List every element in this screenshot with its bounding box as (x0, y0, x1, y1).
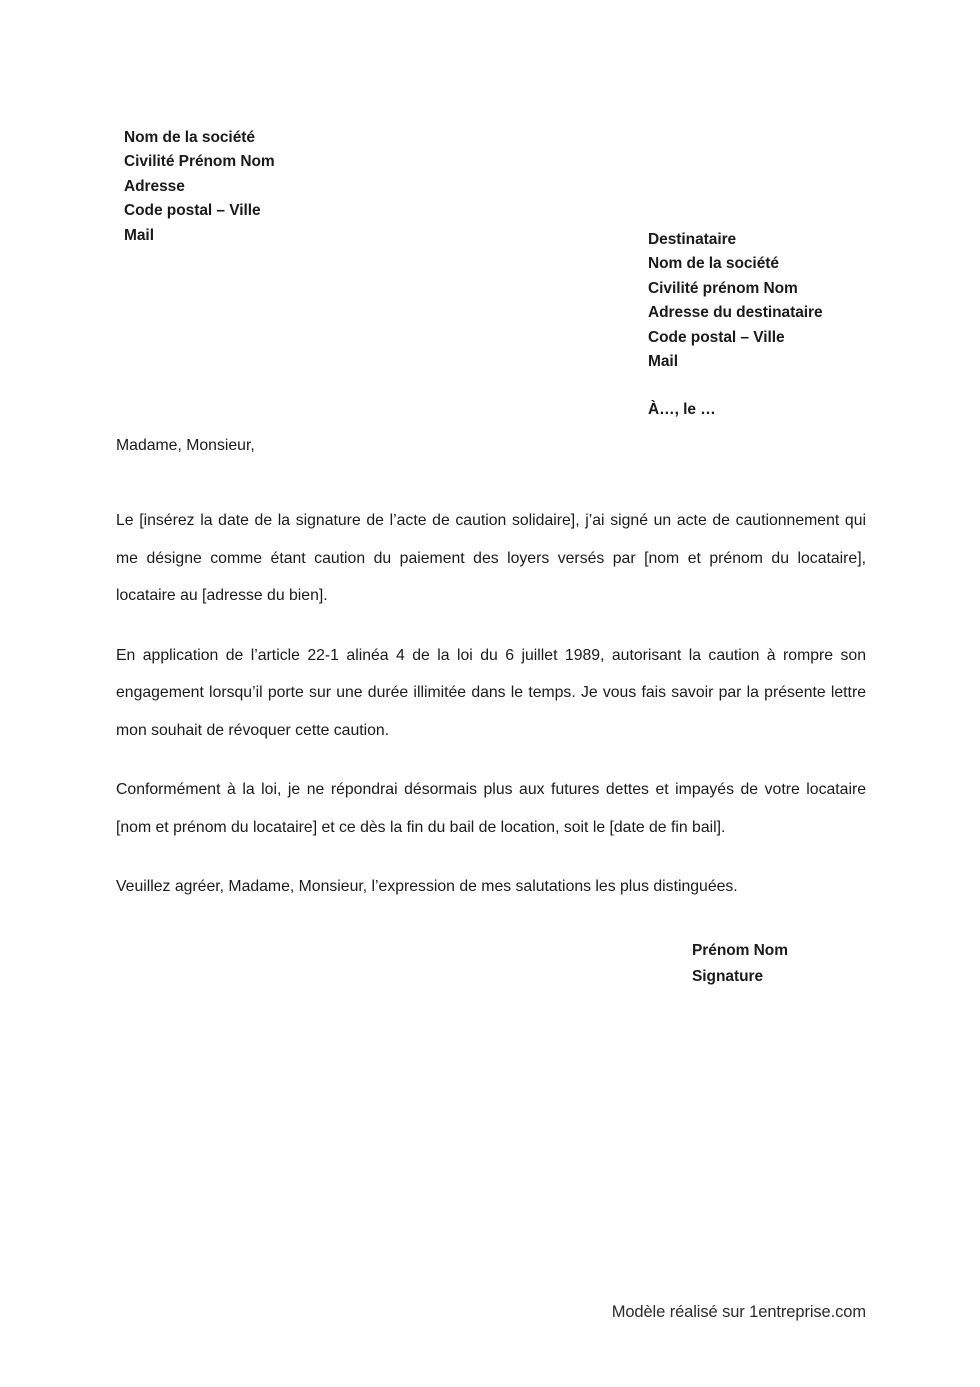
salutation: Madame, Monsieur, (116, 437, 255, 454)
sender-line-address: Adresse (124, 177, 185, 195)
recipient-line-address: Adresse du destinataire (648, 304, 823, 322)
signature-label: Signature (692, 968, 764, 985)
body-paragraph-2: En application de l’article 22-1 alinéa 4 de la loi du 6 juillet 1989, autorisant la caution à rompre son engagement lorsqu’il porte sur une durée illimitée dans le temps. Je vous fais savoir par la présente lettre mon souhait de révoquer cette caution. (116, 646, 866, 739)
body-paragraph-1: Le [insérez la date de la signature de l’acte de caution solidaire], j’ai signé un acte de cautionnement qui me désigne comme étant caution du paiement des loyers versés par [nom et prénom du locataire], locataire au [adresse du bien]. (116, 512, 866, 604)
sender-line-city: Code postal – Ville (124, 202, 261, 220)
signature-block (692, 938, 932, 990)
body-paragraph-3: Conformément à la loi, je ne répondrai désormais plus aux futures dettes et impayés de votre locataire [nom et prénom du locataire] et ce dès la fin du bail de location, soit le [date de fin bail]. (116, 781, 866, 836)
recipient-line-name: Civilité prénom Nom (648, 279, 798, 297)
recipient-line-company: Nom de la société (648, 255, 779, 273)
letter-body (116, 434, 866, 906)
recipient-address-block (648, 228, 948, 374)
sender-line-mail: Mail (124, 226, 154, 244)
signature-name: Prénom Nom (692, 942, 788, 959)
sender-line-name: Civilité Prénom Nom (124, 153, 275, 171)
sender-address-block (124, 126, 484, 248)
recipient-line-mail: Mail (648, 353, 678, 371)
closing-formula: Veuillez agréer, Madame, Monsieur, l’expression de mes salutations les plus distinguées. (116, 878, 738, 895)
place-and-date-line: À…, le … (648, 401, 716, 418)
sender-line-company: Nom de la société (124, 129, 255, 146)
footer-credit: Modèle réalisé sur 1entreprise.com (611, 1303, 866, 1321)
recipient-line-label: Destinataire (648, 231, 737, 248)
recipient-line-city: Code postal – Ville (648, 328, 785, 346)
